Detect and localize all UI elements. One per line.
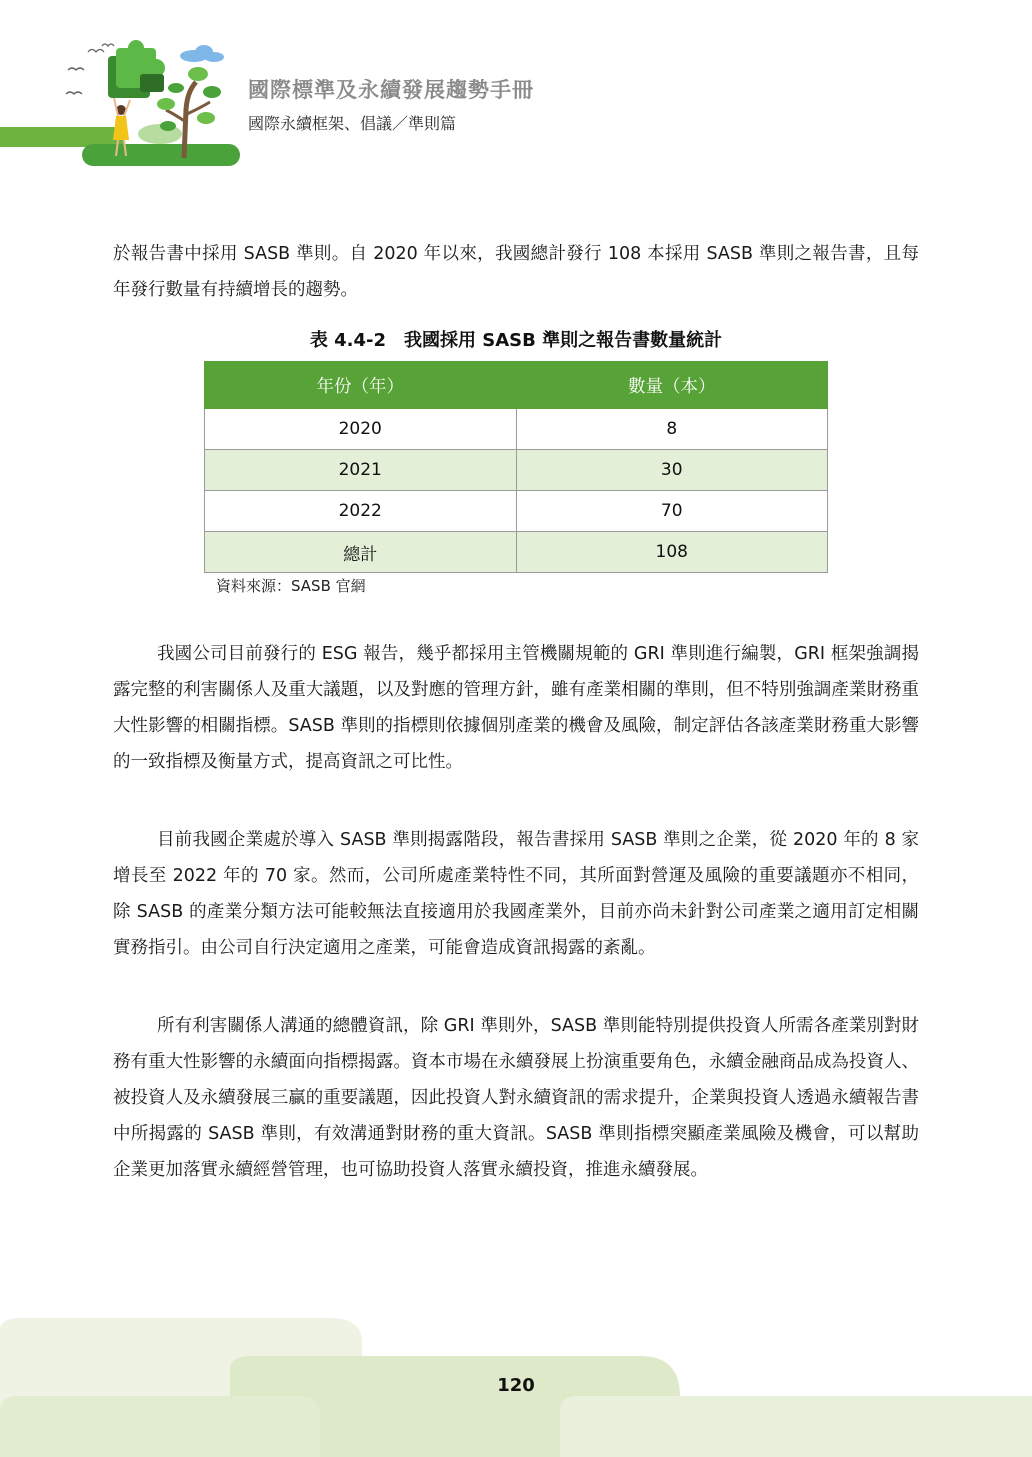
- bird-icon: [66, 44, 114, 94]
- sasb-report-count-table: [204, 361, 828, 573]
- body-paragraph-1: 我國公司目前發行的 ESG 報告，幾乎都採用主管機關規範的 GRI 準則進行編製，GRI 框架強調揭露完整的利害關係人及重大議題，以及對應的管理方針，雖有產業相關的準則，但不特別強調產業財務重大性影響的相關指標。SASB 準則的指標則依據個別產業的機會及風險，制定評估各該產業財務重大影響的一致指標及衡量方式，提高資訊之可比性。: [113, 644, 919, 772]
- count-cell: 8: [516, 409, 828, 450]
- count-cell: 70: [516, 491, 828, 532]
- table-row: [205, 409, 828, 450]
- year-cell: 2021: [205, 450, 517, 491]
- handbook-subtitle: 國際永續框架、倡議／準則篇: [248, 114, 457, 133]
- page-number: 120: [497, 1375, 535, 1396]
- year-cell: 2020: [205, 409, 517, 450]
- count-cell: 30: [516, 450, 828, 491]
- year-cell: 2022: [205, 491, 517, 532]
- table-caption: 表 4.4-2 我國採用 SASB 準則之報告書數量統計: [309, 330, 723, 351]
- table-source-note: 資料來源：SASB 官網: [216, 577, 366, 595]
- body-paragraph-2: 目前我國企業處於導入 SASB 準則揭露階段，報告書採用 SASB 準則之企業，從 2020 年的 8 家增長至 2022 年的 70 家。然而，公司所處產業特性不同，其所面對營運及風險的重要議題亦不相同，除 SASB 的產業分類方法可能較無法直接適用於我國產業外，目前亦尚未針對公司產業之適用訂定相關實務指引。由公司自行決定適用之產業，可能會造成資訊揭露的紊亂。: [113, 830, 919, 958]
- column-header-count: 數量（本）: [516, 362, 828, 409]
- cloud-icon: [180, 45, 224, 62]
- table-total-row: [205, 532, 828, 573]
- total-label-cell: 總計: [205, 532, 517, 573]
- puzzle-icon: [108, 40, 165, 98]
- table-row: [205, 491, 828, 532]
- handbook-title: 國際標準及永續發展趨勢手冊: [248, 78, 534, 102]
- total-count-cell: 108: [516, 532, 828, 573]
- table-header-row: [205, 362, 828, 409]
- header-illustration: [0, 30, 250, 170]
- body-paragraph-3: 所有利害關係人溝通的總體資訊，除 GRI 準則外，SASB 準則能特別提供投資人所需各產業別對財務有重大性影響的永續面向指標揭露。資本市場在永續發展上扮演重要角色，永續金融商品成為投資人、被投資人及永續發展三贏的重要議題，因此投資人對永續資訊的需求提升，企業與投資人透過永續報告書中所揭露的 SASB 準則，有效溝通對財務的重大資訊。SASB 準則指標突顯產業風險及機會，可以幫助企業更加落實永續經營管理，也可協助投資人落實永續投資，推進永續發展。: [113, 1016, 919, 1180]
- intro-paragraph: 於報告書中採用 SASB 準則。自 2020 年以來，我國總計發行 108 本採用 SASB 準則之報告書，且每年發行數量有持續增長的趨勢。: [113, 244, 919, 300]
- column-header-year: 年份（年）: [205, 362, 517, 409]
- table-row: [205, 450, 828, 491]
